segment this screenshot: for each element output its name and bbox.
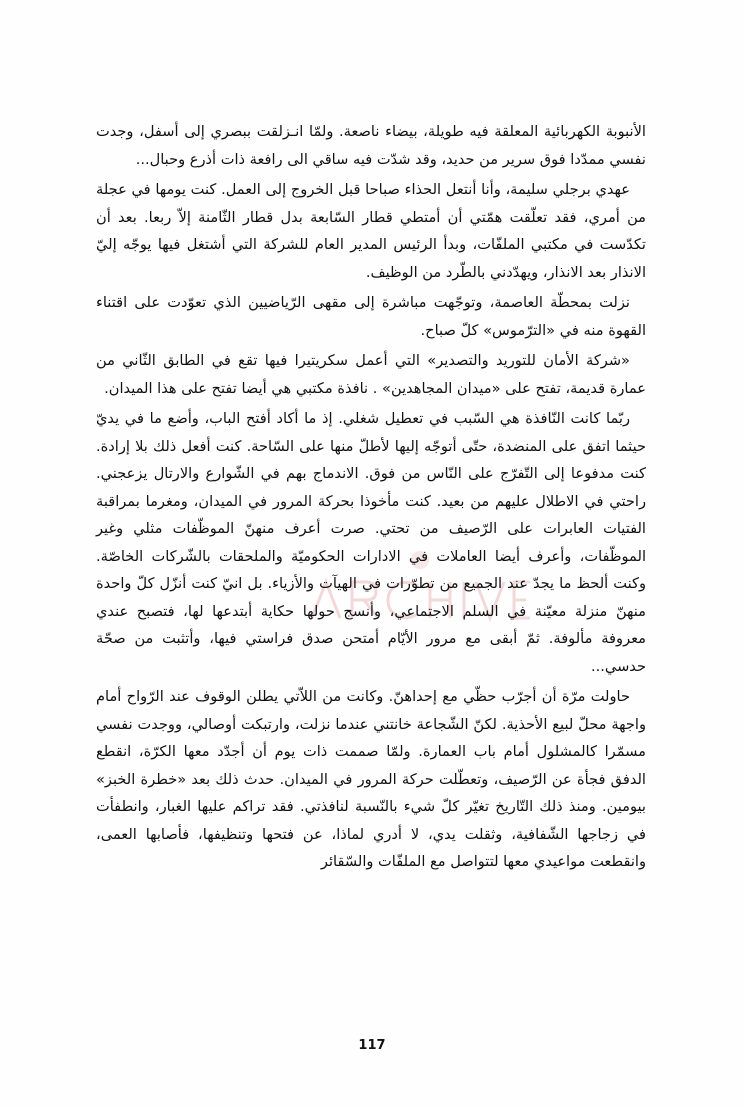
paragraph-5: ربّما كانت النّافذة هي السّبب في تعطيل شغلي. إذ ما أكاد أفتح الباب، وأضع ما في يديّ حيثما اتفق على المنضدة، حتّى أتوجّه إليها لأطلّ منها على السّاحة. كنت أفعل ذلك بلا إرادة. كنت مدفوعا إلى التّفرّج على النّاس من فوق. الاندماج بهم في الشّوارع والارتال يزعجني. راحتي في الاطلال عليهم من بعيد. كنت مأخوذا بحركة المرور في الميدان، ومغرما بمراقبة الفتيات العابرات على الرّصيف من تحتي. صرت أعرف منهنّ الموظّفات مثلي وغير الموظّفات، وأعرف أيضا العاملات في الادارات الحكوميّة والملحقات بالشّركات الخاصّة. وكنت ألحظ ما يجدّ عند الجميع من تطوّرات في الهيآت والأزياء. بل انيّ كنت أنزّل كلّ واحدة منهنّ منزلة معيّنة في السلم الاجتماعي، وأنسج حولها حكاية أبتدعها لها، فتصبح عندي معروفة مألوفة. ثمّ أبقى مع مرور الأيّام أمتحن صدق فراستي فيها، وأتثبت من صحّة حدسي... [96, 410, 646, 675]
paragraph-3: نزلت بمحطّة العاصمة، وتوجّهت مباشرة إلى مقهى الرّياضيين الذي تعوّدت على اقتناء القهوة منه في «الترّموس» كلّ صباح. [96, 294, 646, 339]
paragraph-2: عهدي برجلي سليمة، وأنا أنتعل الحذاء صباحا قبل الخروج إلى العمل. كنت يومها في عجلة من أمري، فقد تعلّقت همّتي أن أمتطي قطار السّابعة بدل قطار الثّامنة إلاّ ربعا. بعد أن تكدّست في مكتبي الملفّات، وبدأ الرئيس المدير العام للشركة التي أشتغل فيها يوجّه إليّ الانذار بعد الانذار، ويهدّدني بالطّرد من الوظيف. [96, 181, 646, 281]
paragraph-1: الأنبوبة الكهربائية المعلقة فيه طويلة، بيضاء ناصعة. ولمّا انـزلقت ببصري إلى أسفل، وجدت نفسي ممدّدا فوق سرير من حديد، وقد شدّت فيه ساقي الى رافعة ذات أذرع وحبال... [96, 123, 646, 168]
paragraph-4: «شركة الأمان للتوريد والتصدير» التي أعمل سكريتيرا فيها تقع في الطابق الثّاني من عمارة قديمة، تفتح على «ميدان المجاهدين» . نافذة مكتبي هي أيضا تفتح على هذا الميدان. [96, 352, 646, 397]
paragraph-6: حاولت مرّة أن أجرّب حظّي مع إحداهنّ. وكانت من اللاّتي يطلن الوقوف عند الرّواح أمام واجهة محلّ لبيع الأحذية. لكنّ الشّجاعة خانتني عندما نزلت، وارتبكت أوصالي، ووجدت نفسي مسمّرا كالمشلول أمام باب العمارة. ولمّا صممت ذات يوم أن أجدّد معها الكرّة، انقطع الدفق فجأة عن الرّصيف، وتعطّلت حركة المرور في الميدان. حدث ذلك بعد «خطرة الخبز» بيومين. ومنذ ذلك التّاريخ تغيّر كلّ شيء بالنّسبة لنافذتي. فقد تراكم عليها الغبار، وانطفأت في زجاجها الشّفافية، وثقلت يدي، لا أدري لماذا، عن فتحها وتنظيفها، فأصابها العمى، وانقطعت مواعيدي معها لتتواصل مع الملفّات والسّقائر [96, 688, 646, 870]
body-text [96, 118, 646, 876]
page-number: 117 [358, 1038, 386, 1053]
